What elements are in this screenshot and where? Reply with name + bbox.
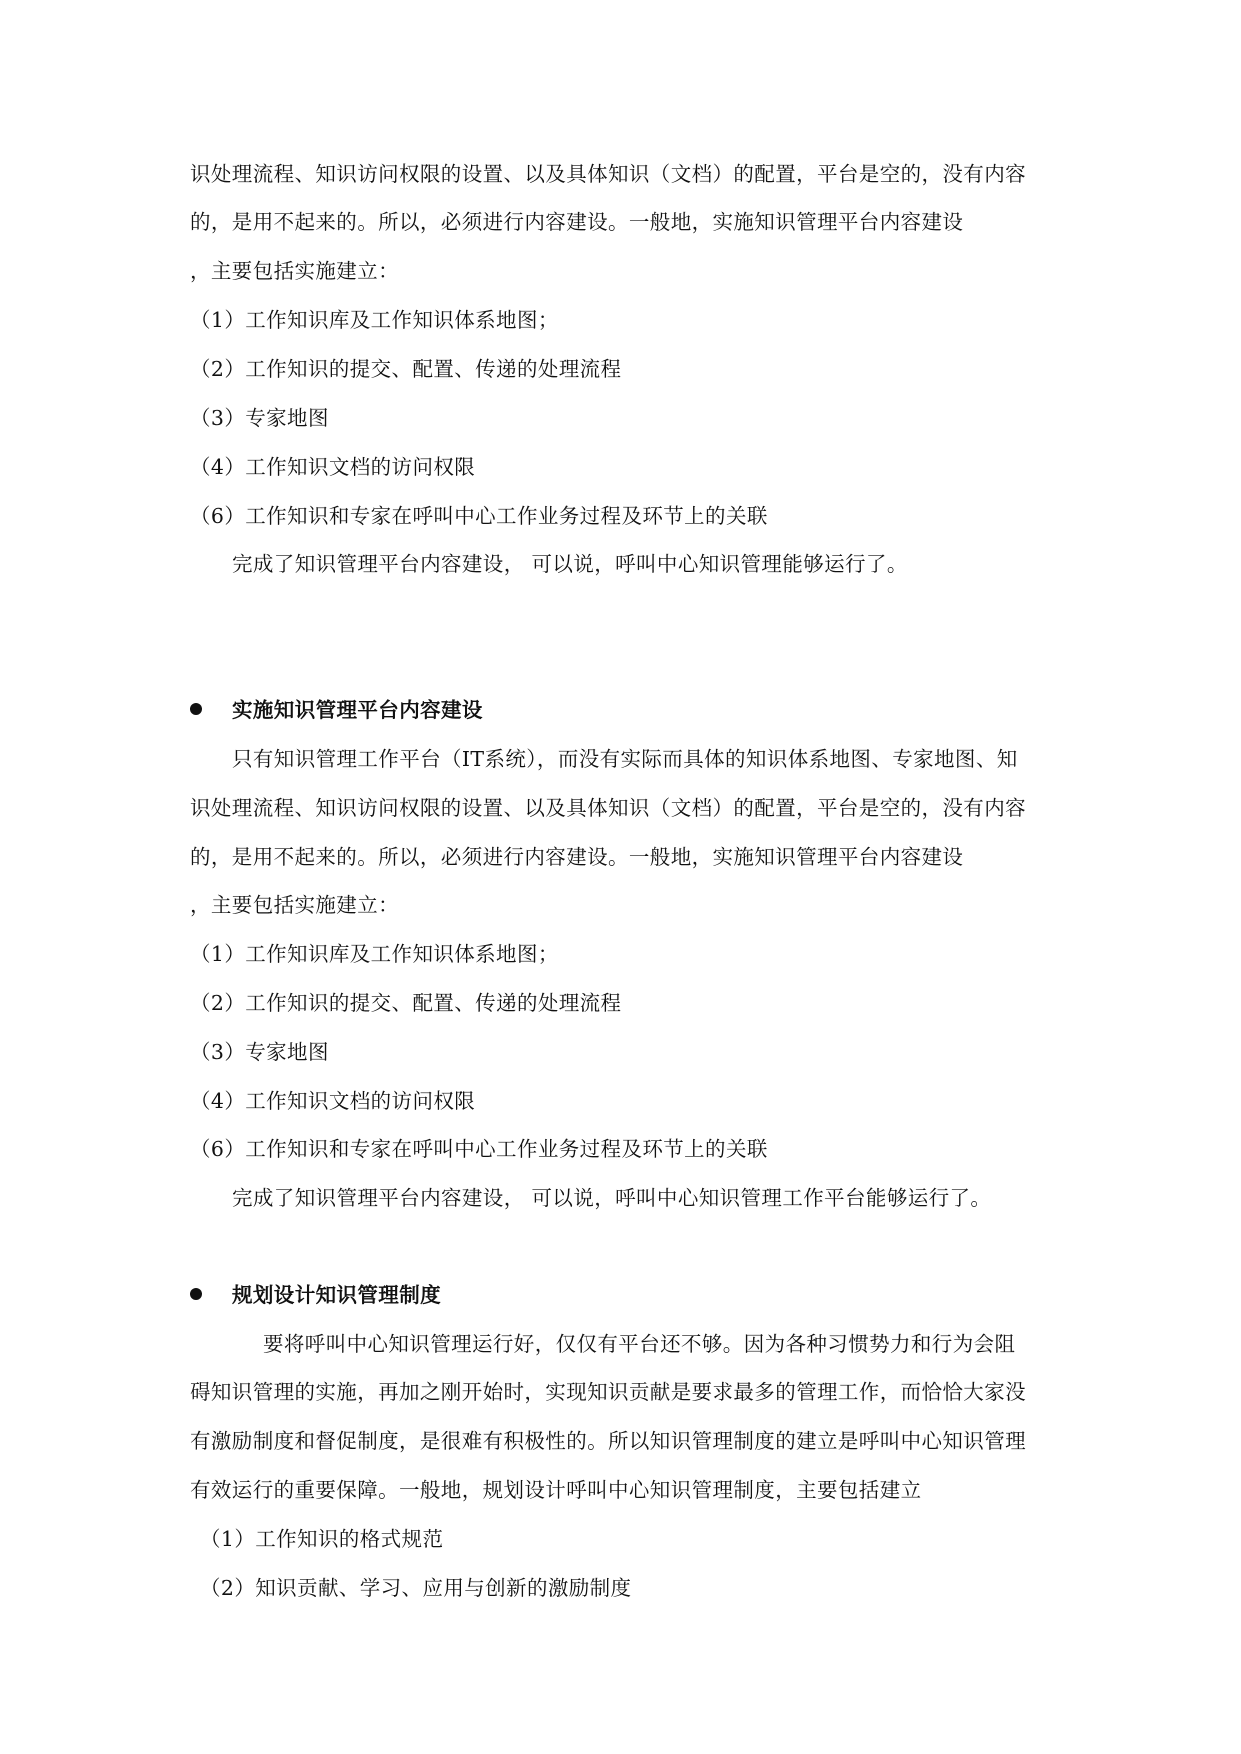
section2-conclusion: 完成了知识管理平台内容建设， 可以说，呼叫中心知识管理工作平台能够运行了。 bbox=[232, 1186, 992, 1210]
section3-list-item: （2）知识贡献、学习、应用与创新的激励制度 bbox=[200, 1576, 632, 1600]
section3-list-item: （1）工作知识的格式规范 bbox=[200, 1527, 444, 1551]
section2-paragraph-line: 的，是用不起来的。所以，必须进行内容建设。一般地，实施知识管理平台内容建设 bbox=[190, 845, 964, 869]
section1-conclusion: 完成了知识管理平台内容建设， 可以说，呼叫中心知识管理能够运行了。 bbox=[232, 552, 908, 576]
bullet-icon bbox=[190, 1288, 202, 1300]
section2-paragraph-line: 只有知识管理工作平台（IT系统），而没有实际而具体的知识体系地图、专家地图、知 bbox=[232, 747, 1018, 771]
section3-paragraph-line: 有效运行的重要保障。一般地，规划设计呼叫中心知识管理制度，主要包括建立 bbox=[190, 1478, 922, 1502]
section2-heading: 实施知识管理平台内容建设 bbox=[232, 698, 483, 722]
section1-paragraph-line: 的，是用不起来的。所以，必须进行内容建设。一般地，实施知识管理平台内容建设 bbox=[190, 210, 964, 234]
section2-paragraph-line: 识处理流程、知识访问权限的设置、以及具体知识（文档）的配置，平台是空的，没有内容 bbox=[190, 796, 1026, 820]
section3-paragraph-line: 要将呼叫中心知识管理运行好，仅仅有平台还不够。因为各种习惯势力和行为会阻 bbox=[263, 1332, 1016, 1356]
section2-paragraph-line: ，主要包括实施建立： bbox=[190, 893, 399, 917]
section1-list-item: （1）工作知识库及工作知识体系地图； bbox=[190, 308, 559, 332]
section2-list-item: （3）专家地图 bbox=[190, 1040, 329, 1064]
section2-list-item: （6）工作知识和专家在呼叫中心工作业务过程及环节上的关联 bbox=[190, 1137, 768, 1161]
section3-paragraph-line: 碍知识管理的实施，再加之刚开始时，实现知识贡献是要求最多的管理工作，而恰恰大家没 bbox=[190, 1380, 1026, 1404]
section2-list-item: （2）工作知识的提交、配置、传递的处理流程 bbox=[190, 991, 622, 1015]
section1-list-item: （3）专家地图 bbox=[190, 406, 329, 430]
section1-paragraph-line: 识处理流程、知识访问权限的设置、以及具体知识（文档）的配置，平台是空的，没有内容 bbox=[190, 162, 1026, 186]
section1-list-item: （2）工作知识的提交、配置、传递的处理流程 bbox=[190, 357, 622, 381]
section1-list-item: （4）工作知识文档的访问权限 bbox=[190, 455, 476, 479]
section2-list-item: （1）工作知识库及工作知识体系地图； bbox=[190, 942, 559, 966]
section1-list-item: （6）工作知识和专家在呼叫中心工作业务过程及环节上的关联 bbox=[190, 504, 768, 528]
section1-paragraph-line: ，主要包括实施建立： bbox=[190, 259, 399, 283]
bullet-icon bbox=[190, 703, 202, 715]
section3-heading: 规划设计知识管理制度 bbox=[232, 1283, 441, 1307]
section2-list-item: （4）工作知识文档的访问权限 bbox=[190, 1089, 476, 1113]
section3-paragraph-line: 有激励制度和督促制度，是很难有积极性的。所以知识管理制度的建立是呼叫中心知识管理 bbox=[190, 1429, 1026, 1453]
